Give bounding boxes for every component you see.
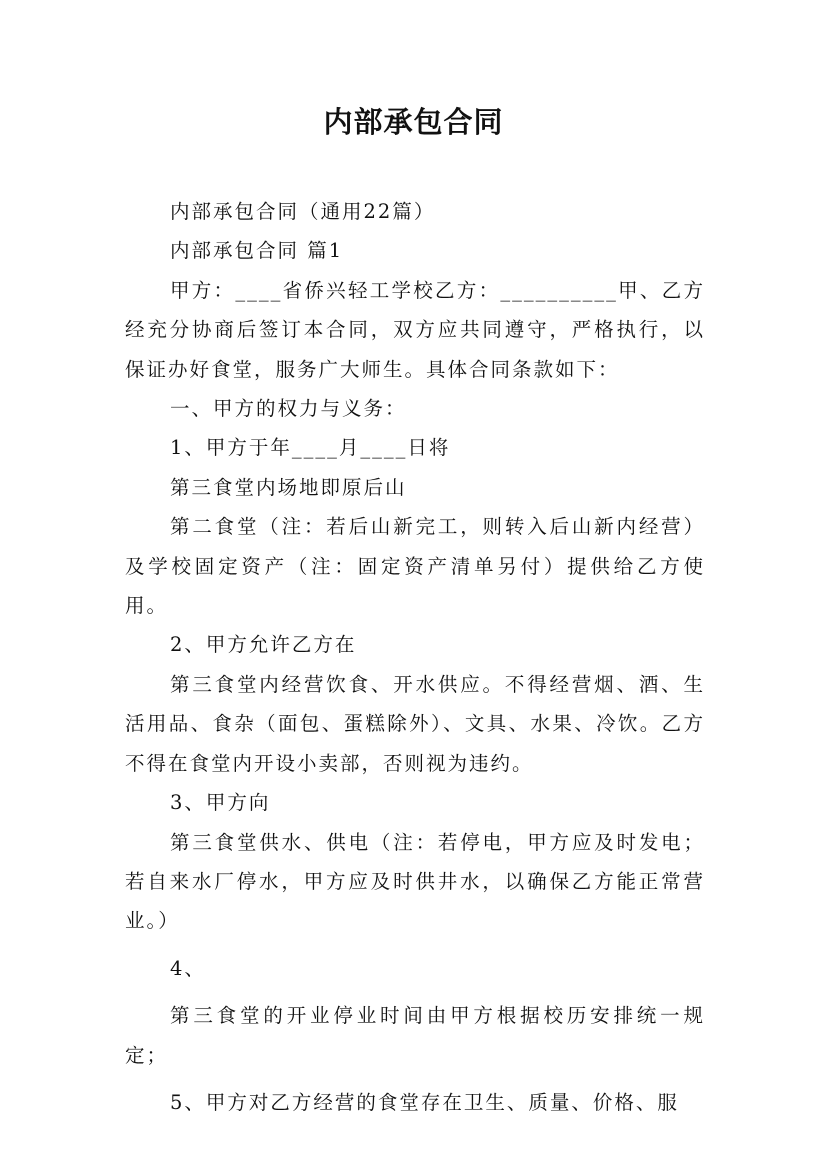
paragraph-parties: 甲方：____省侨兴轻工学校乙方：__________甲、乙方经充分协商后签订本合同，双方应共同遵守，严格执行，以保证办好食堂，服务广大师生。具体合同条款如下： xyxy=(125,278,705,381)
page-title: 内部承包合同 xyxy=(323,105,504,139)
paragraph-item-5: 5、甲方对乙方经营的食堂存在卫生、质量、价格、服 xyxy=(170,1090,679,1114)
paragraph-subtitle: 内部承包合同（通用22篇） xyxy=(170,200,436,223)
paragraph-item-2-detail: 第三食堂内经营饮食、开水供应。不得经营烟、酒、生活用品、食杂（面包、蛋糕除外）、文具、水果、冷饮。乙方不得在食堂内开设小卖部，否则视为违约。 xyxy=(125,672,705,775)
paragraph-item-1-location: 第三食堂内场地即原后山 xyxy=(170,475,407,499)
paragraph-item-3-detail: 第三食堂供水、供电（注：若停电，甲方应及时发电；若自来水厂停水，甲方应及时供井水，以确保乙方能正常营业。） xyxy=(125,830,705,933)
paragraph-item-1: 1、甲方于年____月____日将 xyxy=(170,436,451,460)
contract-body xyxy=(125,192,705,1122)
paragraph-section-heading: 内部承包合同 篇1 xyxy=(170,239,344,263)
paragraph-item-2: 2、甲方允许乙方在 xyxy=(170,633,357,657)
paragraph-item-3: 3、甲方向 xyxy=(170,791,271,815)
paragraph-item-1-detail: 第二食堂（注：若后山新完工，则转入后山新内经营）及学校固定资产（注：固定资产清单另付）提供给乙方使用。 xyxy=(125,515,705,618)
paragraph-item-4-detail: 第三食堂的开业停业时间由甲方根据校历安排统一规定； xyxy=(125,1004,705,1067)
paragraph-obligations-heading: 一、甲方的权力与义务： xyxy=(170,397,407,421)
paragraph-item-4: 4、 xyxy=(170,956,206,980)
